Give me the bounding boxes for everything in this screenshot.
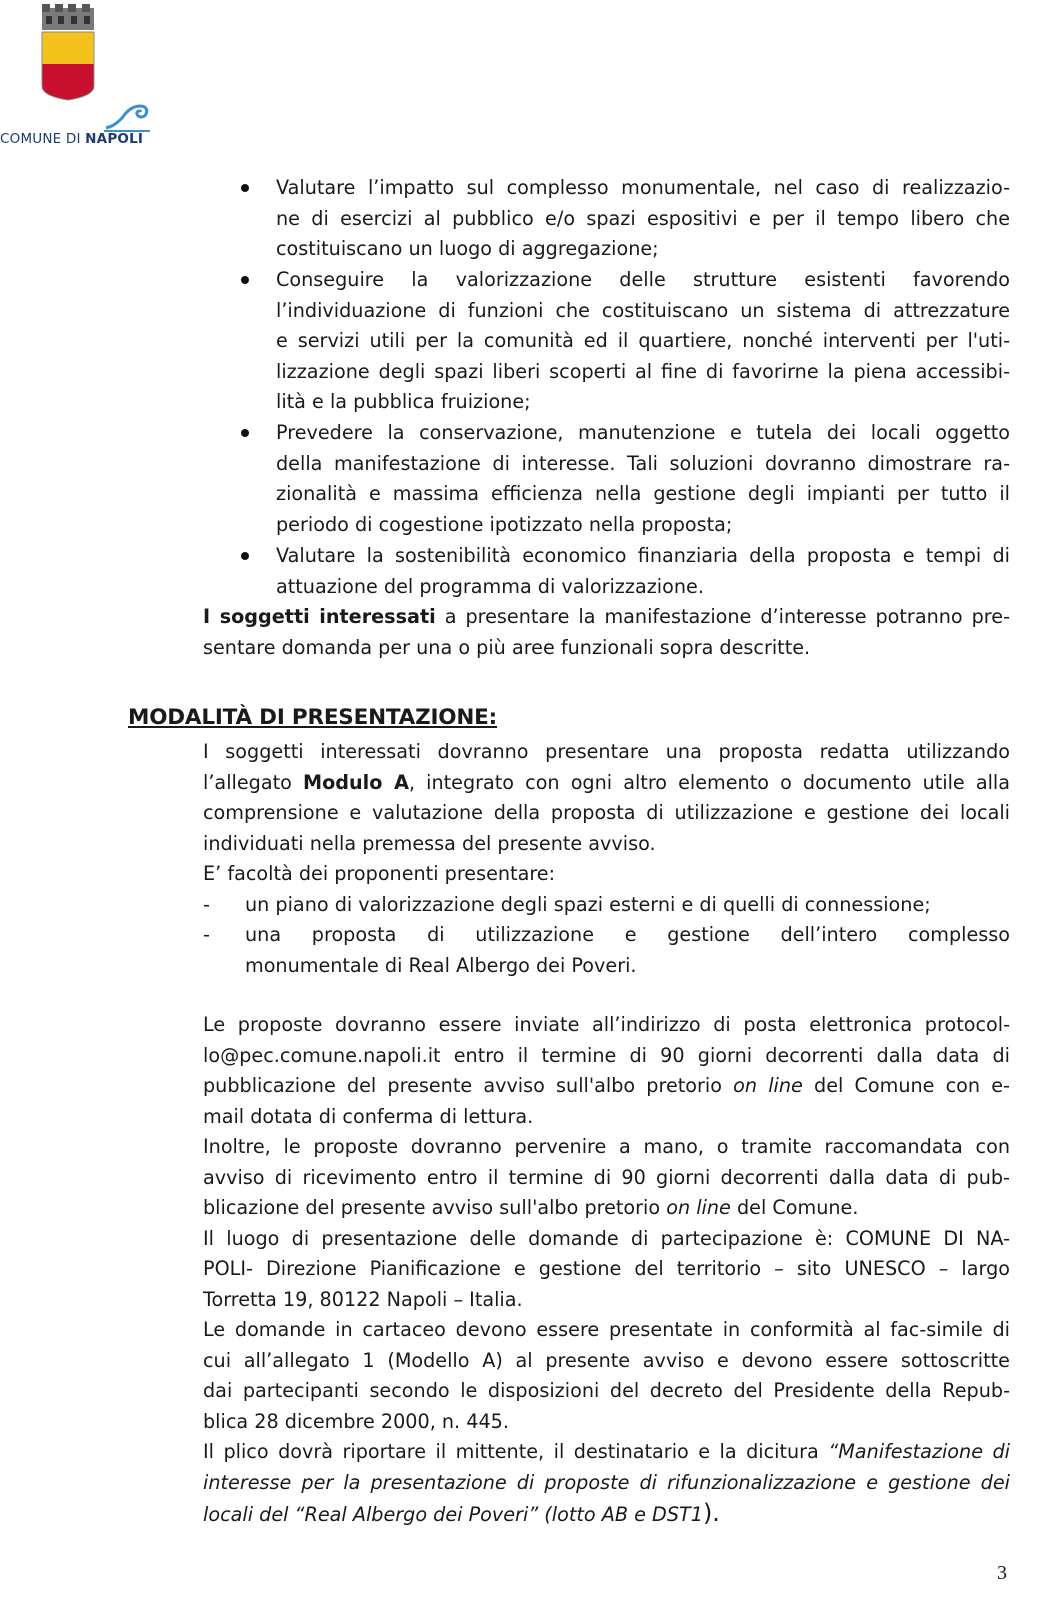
logo-wordmark: COMUNE DI NAPOLI (0, 131, 144, 147)
bullet-icon (238, 552, 252, 566)
coat-of-arms-icon (38, 4, 98, 104)
dash-marker: - (203, 923, 210, 946)
bullet-item-3: Prevedere la conservazione, manutenzione e tutela dei locali oggetto della manifestazione di interesse. Tali soluzioni dovranno dimostrare ra- zionalità e massima efficienza nella gestione degli impianti per tutto il periodo di cogestione ipotizzato nella proposta; (276, 421, 1010, 536)
submission-paragraph: Le proposte dovranno essere inviate all’indirizzo di posta elettronica protocol- lo@pec.comune.napoli.it entro il termine di 90 giorni decorrenti dalla data di pubblicazione del presente avviso sull'albo pretorio on line del Comune con e- mail dotata di conferma di lettura. Inoltre, le proposte dovranno pervenire a mano, o tramite raccomandata con avviso di ricevimento entro il termine di 90 giorni decorrenti dalla data di pub- blicazione del presente avviso sull'albo pretorio on line del Comune. Il luogo di presentazione delle domande di partecipazione è: COMUNE DI NA- POLI- Direzione Pianificazione e gestione del territorio – sito UNESCO – largo Torretta 19, 80122 Napoli – Italia. Le domande in cartaceo devono essere presentate in conformità al fac-simile di cui all’allegato 1 (Modello A) al presente avviso e devono essere sottoscritte dai partecipanti secondo le disposizioni del decreto del Presidente della Repub- blica 28 dicembre 2000, n. 445. Il plico dovrà riportare il mittente, il destinatario e la dicitura “Manifestazione di interesse per la presentazione di proposte di rifunzionalizzazione e gestione dei locali del “Real Albergo dei Poveri” (lotto AB e DST1). (203, 1013, 1010, 1527)
bullet-icon (238, 276, 252, 290)
bullet-item-1: Valutare l’impatto sul complesso monumentale, nel caso di realizzazio- ne di esercizi al pubblico e/o spazi espositivi e per il tempo libero che costituiscano un luogo di aggregazione; (276, 176, 1010, 260)
section-title: MODALITÀ DI PRESENTAZIONE: (128, 705, 498, 730)
bullet-icon (238, 429, 252, 443)
interested-paragraph: I soggetti interessati a presentare la manifestazione d’interesse potranno pre- sentare domanda per una o più aree funzionali sopra descritte. (203, 605, 1010, 659)
modalita-paragraph: I soggetti interessati dovranno presentare una proposta redatta utilizzando l’allegato Modulo A, integrato con ogni altro elemento o documento utile alla comprensione e valutazione della proposta di utilizzazione e gestione dei locali individuati nella premessa del presente avviso. E’ facoltà dei proponenti presentare: (203, 740, 1010, 885)
comune-logo (0, 4, 160, 147)
dash-marker: - (203, 893, 210, 916)
dash-item-2: una proposta di utilizzazione e gestione dell’intero complesso monumentale di Real Albergo dei Poveri. (245, 923, 1010, 977)
bullet-item-4: Valutare la sostenibilità economico finanziaria della proposta e tempi di attuazione del programma di valorizzazione. (276, 544, 1010, 598)
page-number: 3 (997, 1562, 1007, 1584)
dash-item-1: un piano di valorizzazione degli spazi esterni e di quelli di connessione; (245, 893, 931, 916)
wave-icon (104, 100, 150, 132)
bullet-icon (238, 184, 252, 198)
bullet-item-2: Conseguire la valorizzazione delle strutture esistenti favorendo l’individuazione di funzioni che costituiscano un sistema di attrezzature e servizi utili per la comunità ed il quartiere, nonché interventi per l'uti- lizzazione degli spazi liberi scoperti al fine di favorirne la piena accessibi- lità e la pubblica fruizione; (276, 268, 1010, 413)
